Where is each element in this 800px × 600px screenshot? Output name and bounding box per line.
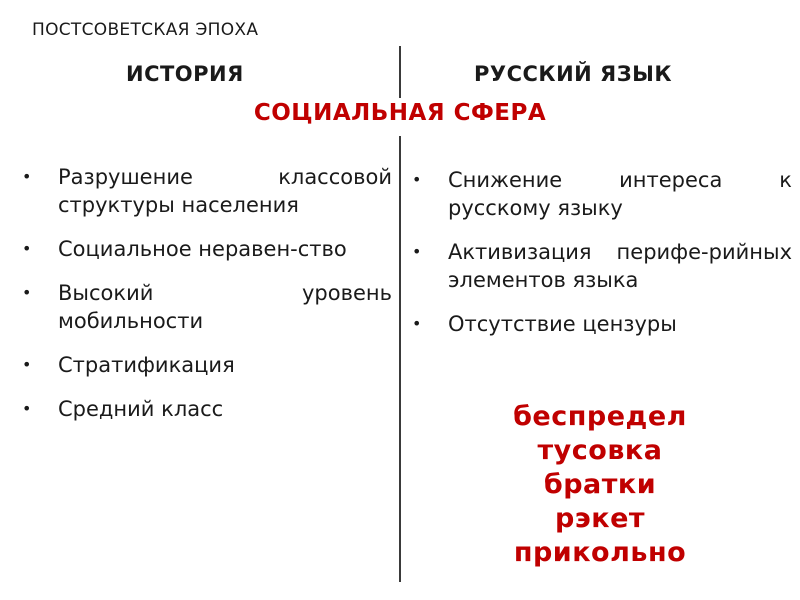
list-item-text: Социальное неравен-ство: [58, 237, 347, 261]
bullet-icon: •: [412, 314, 422, 333]
list-item: [20, 351, 392, 379]
list-item: [410, 238, 792, 294]
bullet-icon: •: [412, 242, 422, 261]
sphere-title: СОЦИАЛЬНАЯ СФЕРА: [253, 100, 547, 126]
era-title: ПОСТСОВЕТСКАЯ ЭПОХА: [32, 20, 259, 40]
right-column-title: РУССКИЙ ЯЗЫК: [474, 62, 673, 86]
list-item-text: Высокий уровень мобильности: [58, 281, 392, 333]
list-item-text: Средний класс: [58, 397, 224, 421]
list-item-text: Отсутствие цензуры: [448, 312, 677, 336]
list-item-text: Активизация перифе-рийных элементов языка: [448, 240, 792, 292]
list-item: [20, 279, 392, 335]
list-item: [20, 395, 392, 423]
slang-word: беспредел: [513, 401, 687, 432]
bullet-icon: •: [22, 283, 32, 302]
slang-word: прикольно: [513, 537, 687, 568]
slang-word: братки: [543, 469, 657, 500]
list-item: [20, 163, 392, 219]
russian-language-list: [410, 166, 792, 354]
bullet-icon: •: [22, 355, 32, 374]
list-item-text: Стратификация: [58, 353, 235, 377]
history-list: [20, 163, 392, 439]
column-divider-top: [399, 46, 401, 98]
bullet-icon: •: [22, 239, 32, 258]
list-item: [410, 166, 792, 222]
slang-word: тусовка: [537, 435, 663, 466]
list-item-text: Разрушение классовой структуры населения: [58, 165, 392, 217]
list-item: [20, 235, 392, 263]
slang-word-list: [410, 400, 790, 570]
list-item: [410, 310, 792, 338]
left-column-title: ИСТОРИЯ: [126, 62, 244, 86]
list-item-text: Снижение интереса к русскому языку: [448, 168, 792, 220]
bullet-icon: •: [412, 170, 422, 189]
bullet-icon: •: [22, 399, 32, 418]
column-divider-bottom: [399, 136, 401, 582]
bullet-icon: •: [22, 167, 32, 186]
slang-word: рэкет: [554, 503, 646, 534]
